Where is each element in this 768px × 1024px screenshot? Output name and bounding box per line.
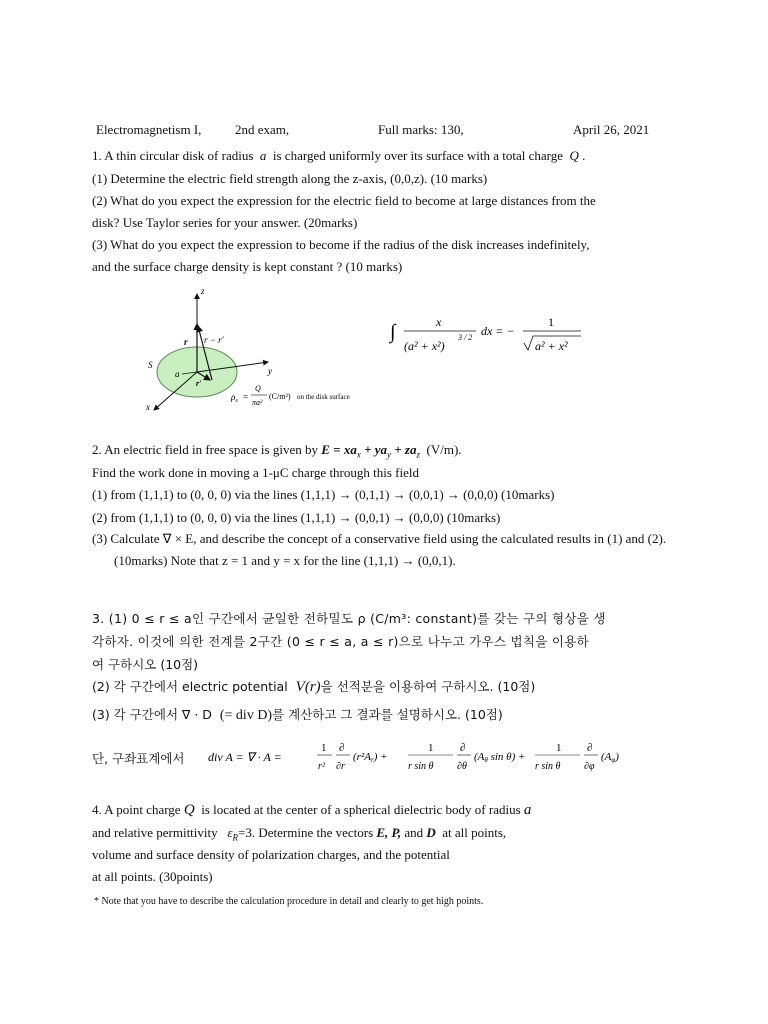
- svg-text:(Aφ): (Aφ): [601, 751, 619, 764]
- q1-part2-a: (2) What do you expect the expression for the electric field to become at large distances from the: [92, 193, 596, 208]
- svg-text:πa²: πa²: [252, 398, 263, 407]
- svg-text:1: 1: [548, 315, 554, 329]
- svg-text:(Aθ sin θ) +: (Aθ sin θ) +: [474, 751, 526, 764]
- divergence-formula: [208, 738, 628, 778]
- svg-text:1: 1: [321, 742, 327, 754]
- label-r-minus-r-prime: r − r′: [204, 335, 224, 345]
- q3-line5: (3) 각 구간에서 ∇ · D (= div D)를 계산하고 그 결과를 설명하시오. (10점): [92, 707, 503, 723]
- grading-note: * Note that you have to describe the calculation procedure in detail and clearly to get high points.: [94, 896, 484, 907]
- svg-text:∂r: ∂r: [336, 761, 345, 772]
- exam-header: [0, 122, 768, 138]
- q4-line1: 4. A point charge Q is located at the center of a spherical dielectric body of radius a: [92, 802, 532, 818]
- q2-part3: (3) Calculate ∇ × E, and describe the concept of a conservative field using the calculated results in (1) and (2).: [92, 531, 667, 546]
- disk-figure: [140, 282, 390, 417]
- svg-text:r sin θ: r sin θ: [535, 761, 561, 772]
- svg-text:Q: Q: [255, 384, 261, 393]
- full-marks: Full marks: 130,: [378, 122, 464, 137]
- svg-text:∂: ∂: [460, 742, 466, 754]
- q2-part1: (1) from (1,1,1) to (0, 0, 0) via the lines (1,1,1) → (0,1,1) → (0,0,1) → (0,0,0) (10marks): [92, 487, 555, 502]
- q2-find: Find the work done in moving a 1-μC charge through this field: [92, 465, 419, 480]
- svg-text:∫: ∫: [390, 321, 396, 343]
- svg-text:∂φ: ∂φ: [584, 761, 595, 772]
- q1-part1: (1) Determine the electric field strength along the z-axis, (0,0,z). (10 marks): [92, 171, 488, 186]
- q3-line3: 여 구하시오 (10점): [92, 657, 199, 672]
- svg-text:x: x: [436, 315, 442, 329]
- svg-text:∂θ: ∂θ: [457, 761, 467, 772]
- label-y: y: [268, 366, 272, 376]
- q2-part2: (2) from (1,1,1) to (0, 0, 0) via the lines (1,1,1) → (0,0,1) → (0,0,0) (10marks): [92, 510, 501, 525]
- q1-part3-b: and the surface charge density is kept constant ? (10 marks): [92, 259, 403, 274]
- q1-intro: 1. A thin circular disk of radius a is charged uniformly over its surface with a total charge Q .: [92, 148, 586, 163]
- label-a: a: [175, 369, 180, 379]
- q3-line1: 3. (1) 0 ≤ r ≤ a인 구간에서 균일한 전하밀도 ρ (C/m³: constant)를 갖는 구의 형상을 생: [92, 611, 606, 626]
- exam-label: 2nd exam,: [235, 122, 290, 137]
- svg-text:a² + x²: a² + x²: [535, 339, 568, 353]
- q4-line4: at all points. (30points): [92, 869, 213, 884]
- svg-text:on the disk surface: on the disk surface: [297, 393, 350, 401]
- exam-date: April 26, 2021: [573, 122, 650, 137]
- label-z: z: [201, 286, 205, 296]
- svg-text:dx = −: dx = −: [481, 324, 515, 338]
- svg-text:(r²Ar) +: (r²Ar) +: [353, 751, 388, 764]
- svg-text:div A = ∇ · A =: div A = ∇ · A =: [208, 750, 282, 764]
- q2-intro: 2. An electric field in free space is given by $E = xa_x + ya_y + za_z$ (V/m).: [92, 442, 462, 460]
- charge-density-label: [230, 384, 350, 407]
- course-title: Electromagnetism I,: [96, 122, 202, 137]
- label-s: S: [148, 360, 153, 370]
- q4-line3: volume and surface density of polarization charges, and the potential: [92, 847, 450, 862]
- q1-part3-a: (3) What do you expect the expression to become if the radius of the disk increases indefinitely,: [92, 237, 590, 252]
- svg-text:(C/m²): (C/m²): [269, 392, 291, 401]
- svg-text:(a² + x²): (a² + x²): [404, 339, 445, 353]
- svg-text:ρs: $\rho_s$: [231, 392, 238, 404]
- svg-text:∂: ∂: [339, 742, 345, 754]
- label-r-prime: r′: [196, 379, 202, 388]
- svg-text:r²: r²: [318, 761, 325, 772]
- q2-part3-note: (10marks) Note that z = 1 and y = x for the line (1,1,1) → (0,0,1).: [114, 553, 456, 568]
- svg-text:3 / 2: 3 / 2: [458, 333, 473, 342]
- integral-formula: [388, 310, 598, 360]
- svg-text:∂: ∂: [587, 742, 593, 754]
- svg-text:r sin θ: r sin θ: [408, 761, 434, 772]
- label-r: r: [184, 337, 188, 347]
- q1-part2-b: disk? Use Taylor series for your answer. (20marks): [92, 215, 358, 230]
- svg-text:=: =: [243, 392, 249, 402]
- q3-line2: 각하자. 이것에 의한 전계를 2구간 (0 ≤ r ≤ a, a ≤ r)으로 나누고 가우스 법칙을 이용하: [92, 634, 590, 649]
- q4-line2: and relative permittivity $\varepsilon_R=3$. Determine the vectors E, P, and D at all points,: [92, 825, 507, 843]
- svg-text:1: 1: [556, 742, 562, 754]
- svg-text:1: 1: [428, 742, 434, 754]
- label-x: x: [146, 402, 150, 412]
- q3-divergence-label: 단, 구좌표계에서: [92, 751, 185, 766]
- q3-line4: (2) 각 구간에서 electric potential V(r)을 선적분을 이용하여 구하시오. (10점): [92, 679, 536, 695]
